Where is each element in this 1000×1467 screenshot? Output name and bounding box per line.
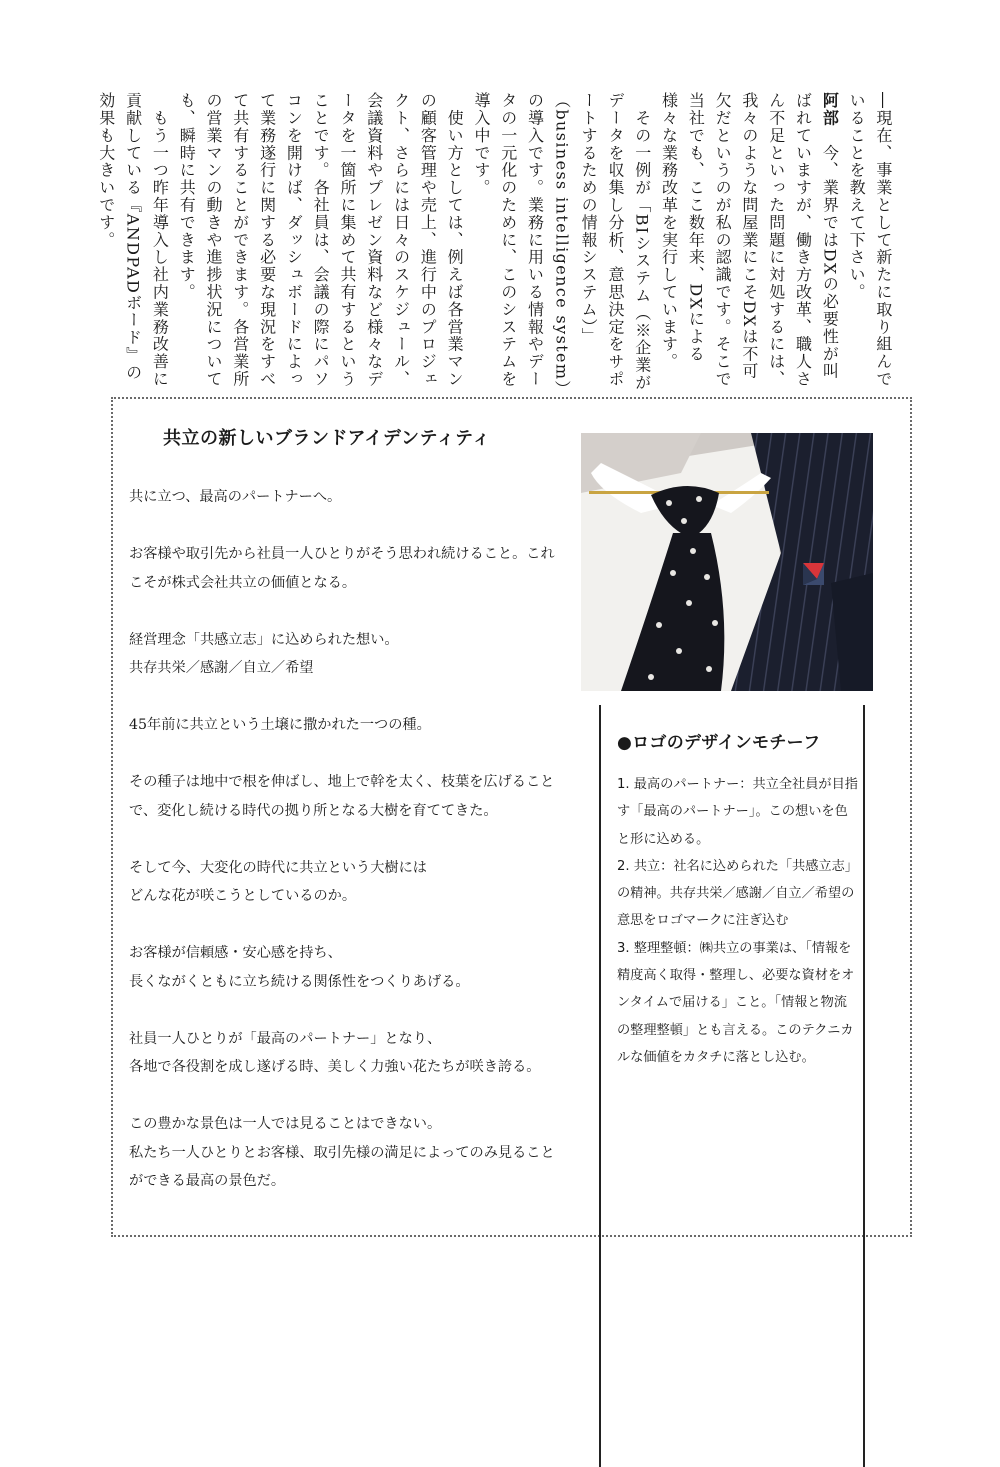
brand-paragraph — [129, 626, 559, 683]
column-rule — [599, 705, 601, 1467]
brand-line: お客様が信頼感・安心感を持ち、 — [129, 945, 342, 961]
motif-item: 1. 最高のパートナー：共立全社員が目指す「最高のパートナー」。この想いを色と形に込める。 — [617, 777, 858, 847]
necktie-illustration — [581, 433, 873, 691]
motif-item: 2. 共立：社名に込められた「共感立志」の精神。共存共栄／感謝／自立／希望の意思をロゴマークに注ぎ込む — [617, 858, 858, 929]
logo-motif-column — [599, 705, 865, 1467]
brand-line: 45年前に共立という土壌に撒かれた一つの種。 — [129, 717, 431, 733]
brand-body — [129, 483, 559, 1196]
interview-answer: 今、業界ではDXの必要性が叫ばれていますが、働き方改革、職人さん不足といった問題に対処するには、我々のような問屋業にこそDXは不可欠だというのが私の認識です。そこで当社でも、ここ数年来、DXによる様々な業務改革を実行しています。 その一例が「BIシステム（※企業がデータを収集し分析、意思決定をサポートするための情報システム）」（business intelligence system）の導入です。業務に用いる情報やデータの一元化のために、このシステムを導入中です。 使い方としては、例えば各営業マンの顧客管理や売上、進行中のプロジェクト、さらには日々のスケジュール、会議資料やプレゼン資料など様々なデータを一箇所に集めて共有するということです。各社員は、会議の際にパソコンを開けば、ダッシュボードによって業務遂行に関する必要な現況をすべて共有することができます。各営業所の営業マンの動きや進捗状況についても、瞬時に共有できます。 もう一つ昨年導入し社内業務改善に貢献している『ANDPADボード』の効果も大きいです。 — [96, 92, 840, 392]
brand-line: そして今、大変化の時代に共立という大樹には — [129, 859, 427, 876]
brand-line: その種子は地中で根を伸ばし、地上で幹を太く、枝葉を広げることで、変化し続ける時代の拠り所となる大樹を育ててきた。 — [129, 774, 555, 819]
brand-line: 私たち一人ひとりとお客様、取引先様の満足によってのみ見ることができる最高の景色だ。 — [129, 1144, 555, 1189]
brand-paragraph — [129, 768, 559, 825]
brand-line: 共に立つ、最高のパートナーへ。 — [129, 489, 342, 505]
brand-line: お客様や取引先から社員一人ひとりがそう思われ続けること。これこそが株式会社共立の価値となる。 — [129, 546, 555, 591]
brand-paragraph — [129, 540, 559, 597]
brand-line: 共存共栄／感謝／自立／希望 — [129, 660, 314, 676]
motif-list — [617, 771, 859, 1071]
interview-text — [92, 92, 896, 392]
brand-paragraph — [129, 854, 559, 911]
brand-paragraph — [129, 1025, 559, 1082]
brand-paragraph — [129, 939, 559, 996]
brand-line: 長くながくともに立ち続ける関係性をつくりあげる。 — [129, 973, 470, 990]
motif-title: ●ロゴのデザインモチーフ — [617, 733, 821, 753]
brand-identity-box — [111, 397, 912, 1237]
brand-line: この豊かな景色は一人では見ることはできない。 — [129, 1116, 442, 1132]
speaker-name: 阿部 — [820, 92, 840, 127]
necktie-photo — [581, 433, 873, 691]
interview-column — [92, 92, 912, 392]
brand-line: 各地で各役割を成し遂げる時、美しく力強い花たちが咲き誇る。 — [129, 1059, 541, 1075]
motif-item: 3. 整理整頓：㈱共立の事業は、「情報を精度高く取得・整理し、必要な資材をオンタイムで届ける」こと。「情報と物流の整理整頓」とも言える。このテクニカルな価値をカタチに落とし込む。 — [617, 940, 855, 1065]
interview-question: ―現在、事業として新たに取り組んでいることを教えて下さい。 — [847, 92, 893, 388]
column-rule — [863, 705, 865, 1467]
brand-line: 経営理念「共感立志」に込められた想い。 — [129, 631, 399, 648]
brand-line: どんな花が咲こうとしているのか。 — [129, 888, 357, 904]
brand-line: 社員一人ひとりが「最高のパートナー」となり、 — [129, 1030, 442, 1047]
brand-paragraph — [129, 483, 559, 512]
brand-paragraph — [129, 711, 559, 740]
brand-title: 共立の新しいブランドアイデンティティ — [163, 428, 491, 449]
brand-paragraph — [129, 1110, 559, 1196]
